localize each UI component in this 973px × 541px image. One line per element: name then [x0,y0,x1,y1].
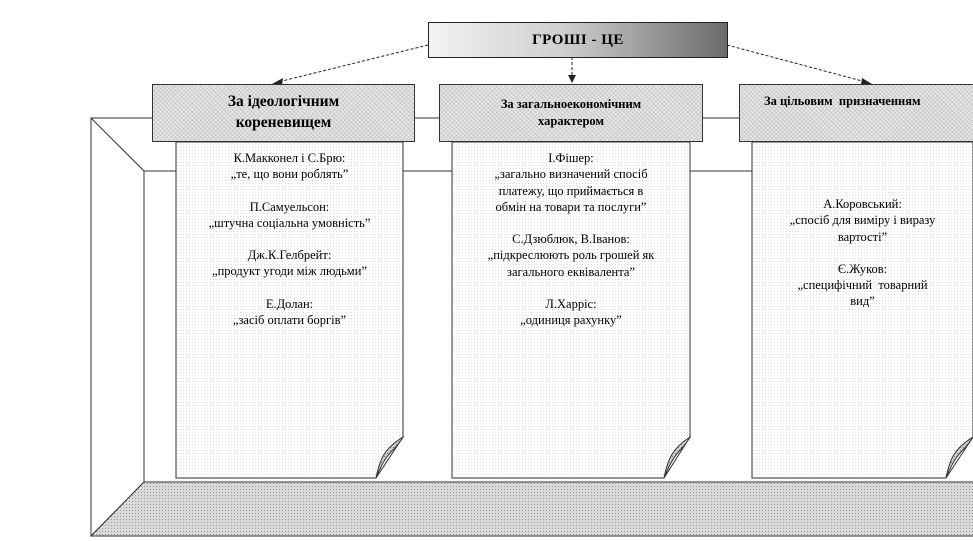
quote: „те, що вони роблять” [230,167,349,182]
category-header-line: За ідеологічним [227,93,340,111]
card-ideological-text [176,150,403,344]
list-item [176,296,403,329]
quote: платежу, що приймається в [498,183,644,198]
list-item [452,150,690,215]
author: Дж.К.Гелбрейт: [247,248,332,262]
author: А.Коровський: [823,197,902,211]
quote: обмін на товари та послуги” [495,199,647,214]
category-header-line: За загальноекономічним [500,97,642,112]
quote: загального еквівалента” [507,264,635,279]
list-item [452,231,690,280]
category-header-line: характером [538,114,604,128]
author: Л.Харріс: [545,296,597,311]
quote: „одиниця рахунку” [520,313,622,327]
quote: вид” [850,294,875,309]
list-item [176,247,403,280]
card-purpose-text [752,196,973,326]
quote: вартості” [837,229,888,244]
quote: „загально визначений спосіб [494,167,648,182]
author: П.Самуельсон: [249,199,330,214]
author: І.Фішер: [548,151,594,165]
category-header-line: За цільовим призначенням [764,94,921,108]
title-text: ГРОШІ - ЦЕ [532,31,624,48]
quote: „засіб оплати боргів” [232,312,347,327]
author: Є.Жуков: [837,261,888,276]
list-item [176,199,403,232]
quote: „підкреслюють роль грошей як [487,248,655,263]
category-header-line: кореневищем [235,114,332,131]
list-item [176,150,403,183]
author: Е.Долан: [265,296,314,311]
list-item [752,261,973,310]
quote: „специфічний товарний [797,278,928,292]
author: С.Дзюблюк, В.Іванов: [512,232,630,246]
quote: „спосіб для виміру і виразу [789,213,936,228]
list-item [452,296,690,329]
list-item [752,196,973,245]
card-economic-text [452,150,690,344]
quote: „штучна соціальна умовність” [208,215,371,230]
quote: „продукт угоди між людьми” [212,264,367,279]
author: К.Макконел і С.Брю: [233,151,346,165]
